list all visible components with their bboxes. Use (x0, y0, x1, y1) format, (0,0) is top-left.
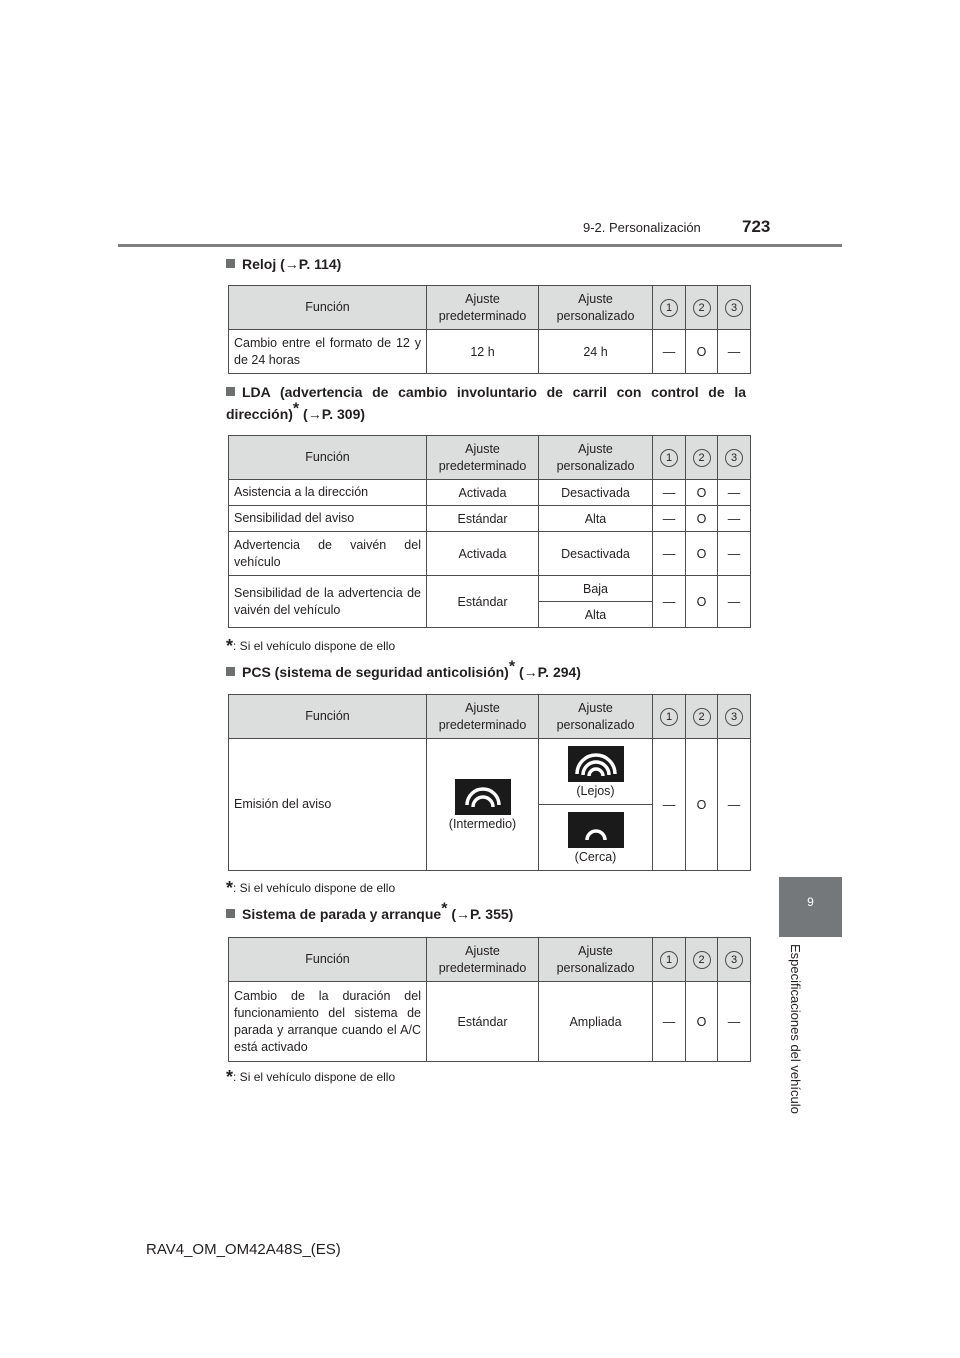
table-row (229, 576, 751, 602)
header-col-1: 1 (653, 695, 686, 739)
chapter-number-tab: 9 (779, 877, 842, 937)
section-reference: 9-2. Personalización (583, 220, 701, 235)
table-row (229, 480, 751, 506)
table-pcs (228, 694, 751, 871)
cell-1: — (653, 982, 686, 1062)
cell-3: — (718, 330, 751, 374)
header-col-3: 3 (718, 436, 751, 480)
cell-funcion: Cambio de la duración del funcionamiento del sistema de parada y arranque cuando el A/C está activado (229, 982, 427, 1062)
table-row (229, 330, 751, 374)
header-funcion: Función (229, 286, 427, 330)
cell-2: O (686, 506, 718, 532)
cell-predeterminado: Estándar (427, 576, 539, 628)
header-rule (118, 244, 842, 247)
square-bullet-icon (226, 387, 235, 396)
header-col-1: 1 (653, 938, 686, 982)
page-number: 723 (742, 217, 771, 236)
cell-3: — (718, 739, 751, 871)
cell-funcion: Emisión del aviso (229, 739, 427, 871)
square-bullet-icon (226, 909, 235, 918)
section-heading-stop-start: Sistema de parada y arranque* (→P. 355) (226, 903, 513, 925)
header-ajuste-personalizado: Ajuste personalizado (539, 938, 653, 982)
header-ajuste-personalizado: Ajuste personalizado (539, 436, 653, 480)
cell-predeterminado (427, 739, 539, 871)
section-heading-reloj: Reloj (→P. 114) (226, 253, 341, 275)
square-bullet-icon (226, 259, 235, 268)
footnote: *: Si el vehículo dispone de ello (226, 1067, 396, 1087)
cell-3: — (718, 480, 751, 506)
cell-2: O (686, 532, 718, 576)
table-reloj (228, 285, 751, 374)
cell-1: — (653, 739, 686, 871)
cell-2: O (686, 330, 718, 374)
header-col-1: 1 (653, 436, 686, 480)
header-ajuste-predeterminado: Ajuste predeterminado (427, 938, 539, 982)
section-heading-pcs: PCS (sistema de seguridad anticolisión)* (→P. 294) (226, 661, 581, 683)
footnote: *: Si el vehículo dispone de ello (226, 878, 396, 898)
cell-personalizado-cerca (539, 805, 653, 871)
warning-near-icon (568, 812, 624, 848)
header-ajuste-predeterminado: Ajuste predeterminado (427, 695, 539, 739)
table-row (229, 982, 751, 1062)
cell-2: O (686, 576, 718, 628)
cell-personalizado: 24 h (539, 330, 653, 374)
document-code: RAV4_OM_OM42A48S_(ES) (146, 1241, 341, 1258)
table-stop-start (228, 937, 751, 1062)
cell-3: — (718, 576, 751, 628)
square-bullet-icon (226, 667, 235, 676)
header-ajuste-personalizado: Ajuste personalizado (539, 286, 653, 330)
header-col-3: 3 (718, 286, 751, 330)
header-ajuste-predeterminado: Ajuste predeterminado (427, 436, 539, 480)
cell-personalizado-lejos (539, 739, 653, 805)
header-col-2: 2 (686, 436, 718, 480)
cell-personalizado: Alta (539, 506, 653, 532)
header-ajuste-personalizado: Ajuste personalizado (539, 695, 653, 739)
label-cerca: (Cerca) (574, 849, 617, 864)
cell-3: — (718, 506, 751, 532)
cell-2: O (686, 480, 718, 506)
cell-funcion: Asistencia a la dirección (229, 480, 427, 506)
chapter-title: Especificaciones del vehículo (788, 944, 803, 1114)
warning-intermediate-icon (455, 779, 511, 815)
cell-1: — (653, 480, 686, 506)
header-funcion: Función (229, 436, 427, 480)
table-row (229, 532, 751, 576)
cell-personalizado-baja: Baja (539, 576, 653, 602)
cell-2: O (686, 982, 718, 1062)
cell-3: — (718, 532, 751, 576)
cell-predeterminado: Activada (427, 480, 539, 506)
cell-predeterminado: Activada (427, 532, 539, 576)
cell-predeterminado: 12 h (427, 330, 539, 374)
warning-far-icon (568, 746, 624, 782)
cell-predeterminado: Estándar (427, 506, 539, 532)
cell-1: — (653, 330, 686, 374)
table-row (229, 739, 751, 805)
cell-personalizado: Desactivada (539, 480, 653, 506)
cell-2: O (686, 739, 718, 871)
header-ajuste-predeterminado: Ajuste predeterminado (427, 286, 539, 330)
cell-funcion: Cambio entre el formato de 12 y de 24 horas (229, 330, 427, 374)
header-col-2: 2 (686, 938, 718, 982)
cell-funcion: Sensibilidad del aviso (229, 506, 427, 532)
label-intermedio: (Intermedio) (448, 816, 517, 831)
cell-personalizado-alta: Alta (539, 602, 653, 628)
table-row (229, 506, 751, 532)
cell-personalizado: Desactivada (539, 532, 653, 576)
cell-1: — (653, 506, 686, 532)
label-lejos: (Lejos) (576, 783, 615, 798)
header-col-1: 1 (653, 286, 686, 330)
cell-predeterminado: Estándar (427, 982, 539, 1062)
header-funcion: Función (229, 695, 427, 739)
footnote: *: Si el vehículo dispone de ello (226, 636, 396, 656)
cell-1: — (653, 532, 686, 576)
cell-3: — (718, 982, 751, 1062)
section-heading-lda: LDA (advertencia de cambio involuntario de carril con control de la dirección)* (→P. 309) (226, 384, 746, 422)
header-col-3: 3 (718, 938, 751, 982)
cell-funcion: Advertencia de vaivén del vehículo (229, 532, 427, 576)
cell-personalizado: Ampliada (539, 982, 653, 1062)
header-col-2: 2 (686, 286, 718, 330)
cell-1: — (653, 576, 686, 628)
header-col-2: 2 (686, 695, 718, 739)
cell-funcion: Sensibilidad de la advertencia de vaivén del vehículo (229, 576, 427, 628)
header-funcion: Función (229, 938, 427, 982)
header-col-3: 3 (718, 695, 751, 739)
table-lda (228, 435, 751, 628)
